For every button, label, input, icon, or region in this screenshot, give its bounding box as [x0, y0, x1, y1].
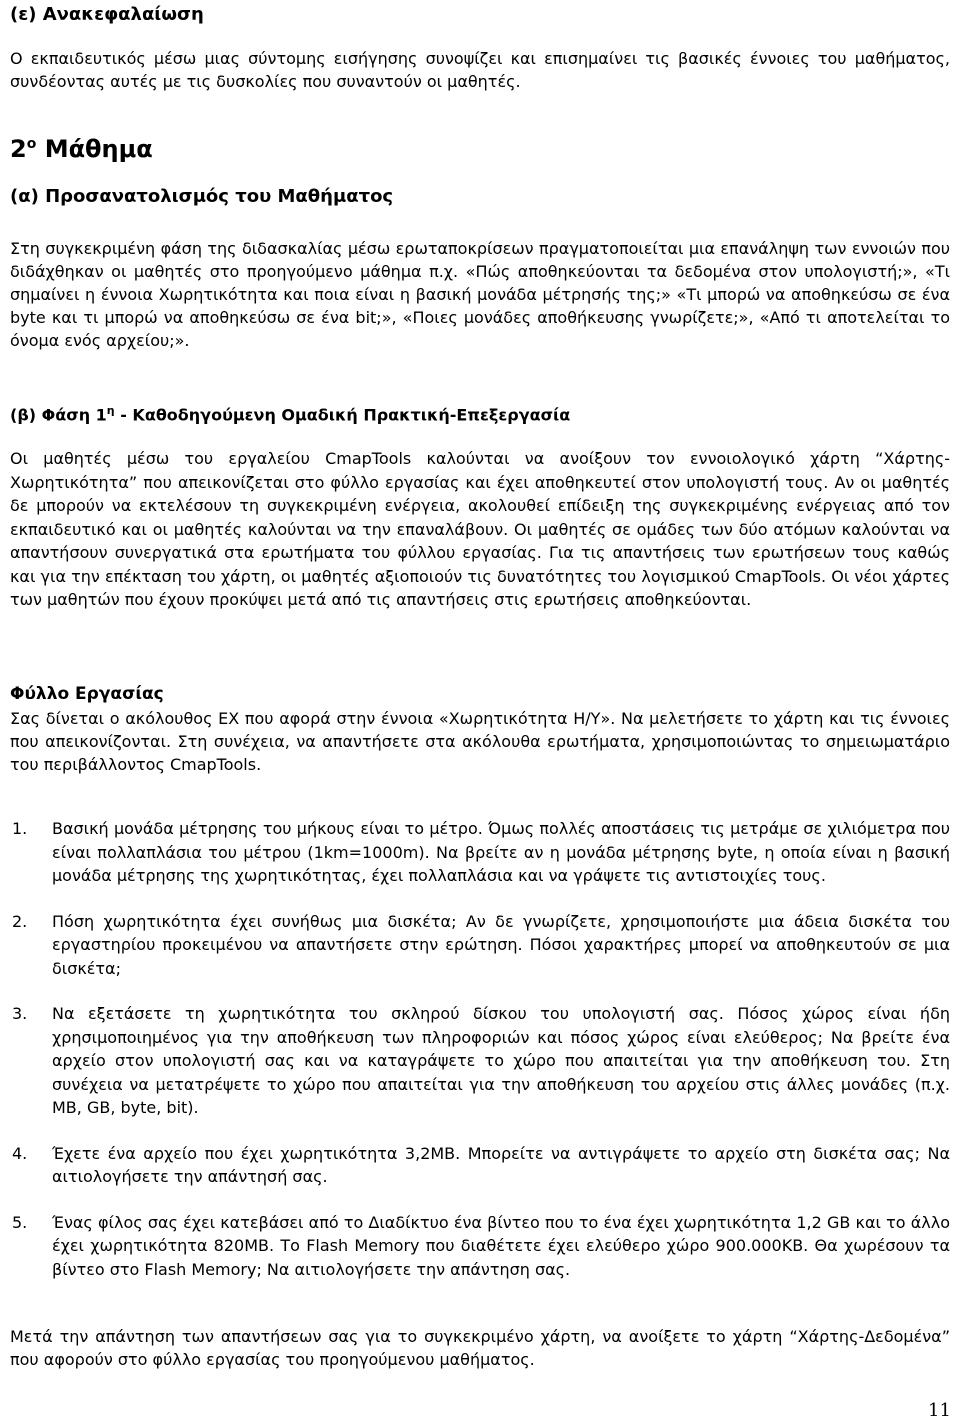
orientation-paragraph: Στη συγκεκριμένη φάση της διδασκαλίας μέσω ερωταποκρίσεων πραγματοποιείται μια επανάληψη των εννοιών που διδάχθηκαν οι μαθητές στο προηγούμενο μάθημα π.χ. «Πώς αποθηκεύονται τα δεδομένα στον υπολογιστή;», «Τι σημαίνει η έννοια Χωρητικότητα και ποια είναι η βασική μονάδα μέτρησής της;» «Τι μπορώ να αποθηκεύσω σε ένα byte και τι μπορώ να αποθηκεύσω σε ένα bit;», «Ποιες μονάδες αποθήκευσης γνωρίζετε;», «Από τι αποτελείται το όνομα ενός αρχείου;». — [10, 239, 950, 350]
phase1-heading-sup: η — [106, 404, 115, 417]
phase1-heading-prefix: (β) Φάση 1 — [10, 405, 107, 425]
question-number: 2. — [12, 911, 28, 931]
lesson-word: Μάθημα — [44, 135, 153, 163]
question-text: Να εξετάσετε τη χωρητικότητα του σκληρού δίσκου του υπολογιστή σας. Πόσος χώρος είναι ήδη χρησιμοποιημένος για την αποθήκευση των πληροφοριών και πόσος χώρος είναι ελεύθερος; Να βρείτε ένα αρχείο στον υπολογιστή σας και να καταγράψετε το χώρο που απαιτείται για την αποθήκευση του. Στη συνέχεια να μετατρέψετε το χώρο που απαιτείται για την αποθήκευση του αρχείου στις άλλες μονάδες (π.χ. MB, GB, byte, bit). — [52, 1004, 950, 1117]
section-heading-recap: (ε) Ανακεφαλαίωση — [10, 4, 204, 25]
question-text: Βασική μονάδα μέτρησης του μήκους είναι το μέτρο. Όμως πολλές αποστάσεις τις μετράμε σε χιλιόμετρα που είναι πολλαπλάσια του μέτρου (1km=1000m). Να βρείτε αν η μονάδα μέτρησης byte, η οποία είναι η βασική μονάδα μέτρησης της χωρητικότητας, έχει πολλαπλάσια και να γράψετε τις αντιστοιχίες τους. — [52, 819, 950, 885]
question-text: Έχετε ένα αρχείο που έχει χωρητικότητα 3,2MB. Μπορείτε να αντιγράψετε το αρχείο στη δισκέτα σας; Να αιτιολογήσετε την απάντησή σας. — [52, 1143, 950, 1186]
worksheet-block — [10, 681, 950, 776]
lesson-ordinal-sup: ο — [26, 136, 37, 152]
recap-paragraph: Ο εκπαιδευτικός μέσω μιας σύντομης εισήγησης συνοψίζει και επισημαίνει τις βασικές έννοιες του μαθήματος, συνδέοντας αυτές με τις δυσκολίες που συναντούν οι μαθητές. — [10, 49, 950, 91]
question-text: Ένας φίλος σας έχει κατεβάσει από το Διαδίκτυο ένα βίντεο που το ένα έχει χωρητικότητα 1,2 GB και το άλλο έχει χωρητικότητα 820MB. Το Flash Memory που διαθέτετε έχει ελεύθερο χώρο 900.000KB. Θα χωρέσουν τα βίντεο στο Flash Memory; Να αιτιολογήσετε την απάντηση σας. — [52, 1212, 950, 1279]
section-heading-orientation: (α) Προσανατολισμός του Μαθήματος — [10, 186, 394, 207]
worksheet-title: Φύλλο Εργασίας — [10, 684, 164, 704]
list-item — [10, 1142, 950, 1189]
worksheet-questions — [10, 817, 950, 1303]
question-number: 4. — [12, 1143, 28, 1163]
closing-paragraph: Μετά την απάντηση των απαντήσεων σας για το συγκεκριμένο χάρτη, να ανοίξετε το χάρτη “Χάρτης-Δεδομένα” που αφορούν στο φύλλο εργασίας του προηγούμενου μαθήματος. — [10, 1327, 950, 1369]
phase1-paragraph: Οι μαθητές μέσω του εργαλείου CmapTools καλούνται να ανοίξουν τον εννοιολογικό χάρτη “Χάρτης-Χωρητικότητα” που απεικονίζεται στο φύλλο εργασίας και έχει αποθηκευτεί στον υπολογιστή τους. Αν οι μαθητές δε μπορούν να εκτελέσουν τη συγκεκριμένη ενέργεια, ακολουθεί επίδειξη της συγκεκριμένης ενέργειας από τον εκπαιδευτικό και οι μαθητές καλούνται να την επαναλάβουν. Οι μαθητές σε ομάδες των δύο ατόμων καλούνται να απαντήσουν συνεργατικά στα ερωτήματα του φύλλου εργασίας. Για τις απαντήσεις των ερωτήσεων τους καθώς και για την επέκταση του χάρτη, οι μαθητές αξιοποιούν τις δυνατότητες του λογισμικού CmapTools. Οι νέοι χάρτες των μαθητών που έχουν προκύψει μετά από τις απαντήσεις στις ερωτήσεις αποθηκεύονται. — [10, 449, 950, 609]
phase1-heading-suffix: - Καθοδηγούμενη Ομαδική Πρακτική-Επεξεργασία — [114, 405, 571, 425]
question-text: Πόση χωρητικότητα έχει συνήθως μια δισκέτα; Αν δε γνωρίζετε, χρησιμοποιήστε μια άδεια δισκέτα του εργαστηρίου προκειμένου να απαντήσετε στην ερώτηση. Πόσοι χαρακτήρες μπορεί να αποθηκευτούν σε μια δισκέτα; — [52, 911, 950, 978]
list-item — [10, 1002, 950, 1120]
page-number: 11 — [928, 1400, 951, 1421]
section-heading-phase1 — [10, 398, 570, 428]
lesson-number: 2 — [10, 135, 27, 163]
question-number: 3. — [12, 1004, 28, 1023]
lesson-title — [10, 128, 153, 165]
question-number: 1. — [12, 819, 28, 838]
list-item — [10, 1211, 950, 1282]
worksheet-intro: Σας δίνεται ο ακόλουθος ΕΧ που αφορά στην έννοια «Χωρητικότητα Η/Υ». Να μελετήσετε το χάρτη και τις έννοιες που απεικονίζονται. Στη συνέχεια, να απαντήσετε στα ακόλουθα ερωτήματα, χρησιμοποιώντας το σημειωματάριο του περιβάλλοντος CmapTools. — [10, 709, 950, 774]
list-item — [10, 910, 950, 981]
list-item — [10, 817, 950, 888]
question-number: 5. — [12, 1212, 28, 1232]
